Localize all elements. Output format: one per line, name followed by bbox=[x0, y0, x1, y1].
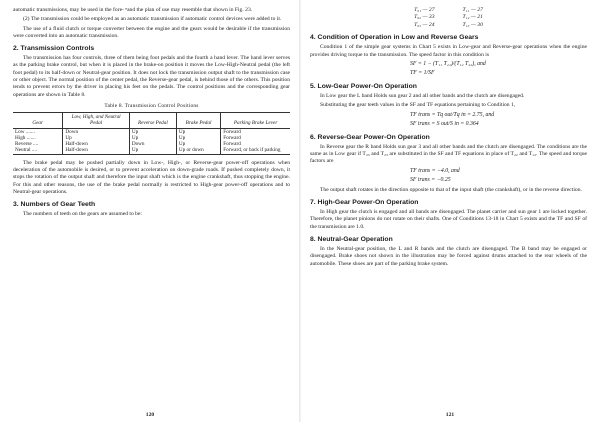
teeth-column-1 bbox=[414, 7, 434, 29]
paragraph-4: Condition 1 of the simple gear systems in Chart 5 exists in Low-gear and Reverse-gear operations when the engine provides driving torque to the transmission. The speed factor in this condition is bbox=[310, 44, 587, 58]
paragraph-6a: In Reverse gear the R band Holds sun gear 3 and all other bands and the clutch are disengaged. The conditions are the same as in Low gear if T₃₃ and T₂₃ are substituted in the SF and TF equations in place of T₂₂ and T₁₂. The speed and torque factors are bbox=[310, 143, 587, 165]
control-positions-table bbox=[13, 112, 290, 155]
table-cell: Up bbox=[63, 135, 129, 141]
intro-paragraph: automatic transmissions, may be used in the fore- ⁿand the plan of use may resemble that shown in Fig. 23. bbox=[13, 7, 253, 13]
table-cell: Down bbox=[63, 128, 129, 135]
table-row bbox=[13, 128, 290, 135]
right-page bbox=[300, 0, 600, 422]
heading-gear-teeth: 3. Numbers of Gear Teeth bbox=[13, 201, 96, 209]
teeth-value: T₁₂ — 21 bbox=[462, 14, 483, 21]
heading-high-gear: 7. High-Gear Power-On Operation bbox=[310, 199, 419, 207]
table-cell: Up or down bbox=[176, 147, 220, 154]
table-cell: Half-down bbox=[63, 141, 129, 147]
paragraph-brake: The brake pedal may be pushed partially down in Low-, High-, or Reverse-gear power-off operations when deceleration of the automobile is desired, or to prevent acceleration on down-grade roads. If pushed completely down, it stops the rotation of the output shaft and therefore the input shaft which is the engine crankshaft, thus stopping the engine. For this and other reasons, the use of the brake pedal normally is restricted to High-gear power-off operations and to Neutral-gear operations. bbox=[13, 159, 290, 195]
paragraph-5b: Substituting the gear teeth values in the SF and TF equations pertaining to Condition 1, bbox=[320, 102, 516, 109]
table-cell: Forward bbox=[221, 141, 290, 147]
paragraph-teeth: The numbers of teeth on the gears are assumed to be: bbox=[23, 211, 142, 218]
table-cell: Forward bbox=[221, 135, 290, 141]
equation: SF trans = −0.25 bbox=[410, 177, 451, 184]
teeth-value: T₁₃ — 30 bbox=[462, 21, 483, 28]
equation: SF = 1 − (T₁₁ T₂₁)/(T₁₂ T₂₂), and bbox=[410, 60, 486, 67]
paragraph-7: In High gear the clutch is engaged and all bands are disengaged. The planet carrier and sun gear 1 are locked together. Therefore, the planet pinions do not rotate on their shafts. One of Conditions 13-18 in Chart 5 exists and the TF and SF of the transmission are 1.0. bbox=[310, 209, 587, 230]
paragraph-2: (2) The transmission could be employed as an automatic transmission if automatic control devices were added to it. bbox=[23, 16, 282, 23]
table-cell: Low ....... bbox=[15, 128, 35, 135]
table-cell: Forward bbox=[221, 128, 290, 135]
table-row bbox=[13, 147, 290, 154]
paragraph-controls: The transmission has four controls, three of them being foot pedals and the fourth a hand lever. The hand lever serves as the parking brake control, but when it is placed in the brake-on position it moves the Low-High-Neutral pedal (the left foot pedal) to its half-down or Neutral-gear position. It does not lock the transmission output shaft to the transmission case or other object. The normal position of the center pedal, the Reverse-gear pedal, is behind those of the others. This position tends to prevent errors by the driver in placing his feet on the pedals. The control positions and the corresponding gear operations are shown in Table 8. bbox=[13, 55, 290, 98]
table-cell: Up bbox=[129, 147, 176, 154]
table-cell: Up bbox=[176, 141, 220, 147]
table-header: Low, High, and Neutral Pedal bbox=[63, 112, 129, 128]
teeth-value: T₁₁ — 27 bbox=[462, 7, 483, 13]
page-number-right: 121 bbox=[445, 412, 455, 418]
heading-reverse-gear: 6. Reverse-Gear Power-On Operation bbox=[310, 133, 430, 141]
heading-low-gear: 5. Low-Gear Power-On Operation bbox=[310, 83, 417, 90]
heading-low-reverse: 4. Condition of Operation in Low and Reverse Gears bbox=[310, 34, 479, 42]
table-cell: Up bbox=[129, 128, 176, 135]
table-cell: Neutral .... bbox=[13, 147, 63, 154]
table-cell: Reverse .... bbox=[15, 141, 39, 148]
paragraph-5a: In Low gear the L band Holds sun gear 2 and all other bands and the clutch are disengaged. bbox=[320, 93, 525, 99]
gear-teeth-list bbox=[310, 7, 587, 29]
equation: TF trans = −4.0, and bbox=[410, 167, 460, 174]
paragraph-8: In the Neutral-gear position, the L and R bands and the clutch are disengaged. The B band may be engaged or disengaged. Brake shoes not shown in the illustration may be forced against drums attached to the rear wheels of the automobile. These shoes are part of the parking brake system. bbox=[310, 246, 587, 267]
table-cell: Up bbox=[176, 128, 220, 135]
table-cell: Half-down bbox=[63, 147, 129, 154]
paragraph-6b: The output shaft rotates in the direction opposite to that of the input shaft (the crankshaft), or in the reverse direction. bbox=[320, 186, 582, 193]
equation: TF = 1/SF bbox=[410, 70, 435, 77]
heading-transmission-controls: 2. Transmission Controls bbox=[13, 45, 95, 53]
table-cell: High ....... bbox=[15, 134, 36, 141]
table-cell: Up bbox=[129, 135, 176, 141]
table-caption: Table 8. Transmission Control Positions bbox=[104, 102, 199, 109]
heading-neutral-gear: 8. Neutral-Gear Operation bbox=[310, 236, 393, 244]
equation: TF trans = Tq out/Tq in = 2.75, and bbox=[410, 111, 495, 118]
table-header: Parking Brake Lever bbox=[221, 112, 290, 128]
teeth-value: T₀₂ — 33 bbox=[414, 14, 435, 21]
teeth-value: T₀₃ — 24 bbox=[414, 21, 435, 28]
table-header: Reverse Pedal bbox=[129, 112, 176, 128]
table-header: Gear bbox=[13, 112, 63, 128]
teeth-value: T₀₁ — 27 bbox=[414, 7, 435, 13]
paragraph-3: The use of a fluid clutch or torque converter between the engine and the gears would be desirable if the transmission were converted into an automatic transmission. bbox=[13, 25, 290, 39]
table-cell: Up bbox=[176, 135, 220, 141]
page-number-left: 120 bbox=[145, 412, 155, 418]
teeth-column-2 bbox=[463, 7, 483, 29]
table-cell: Down bbox=[129, 141, 176, 147]
table-header: Brake Pedal bbox=[176, 112, 220, 128]
equation: SF trans = S out/S in = 0.364 bbox=[410, 121, 479, 128]
table-cell: Forward, or back if parking bbox=[221, 147, 290, 154]
